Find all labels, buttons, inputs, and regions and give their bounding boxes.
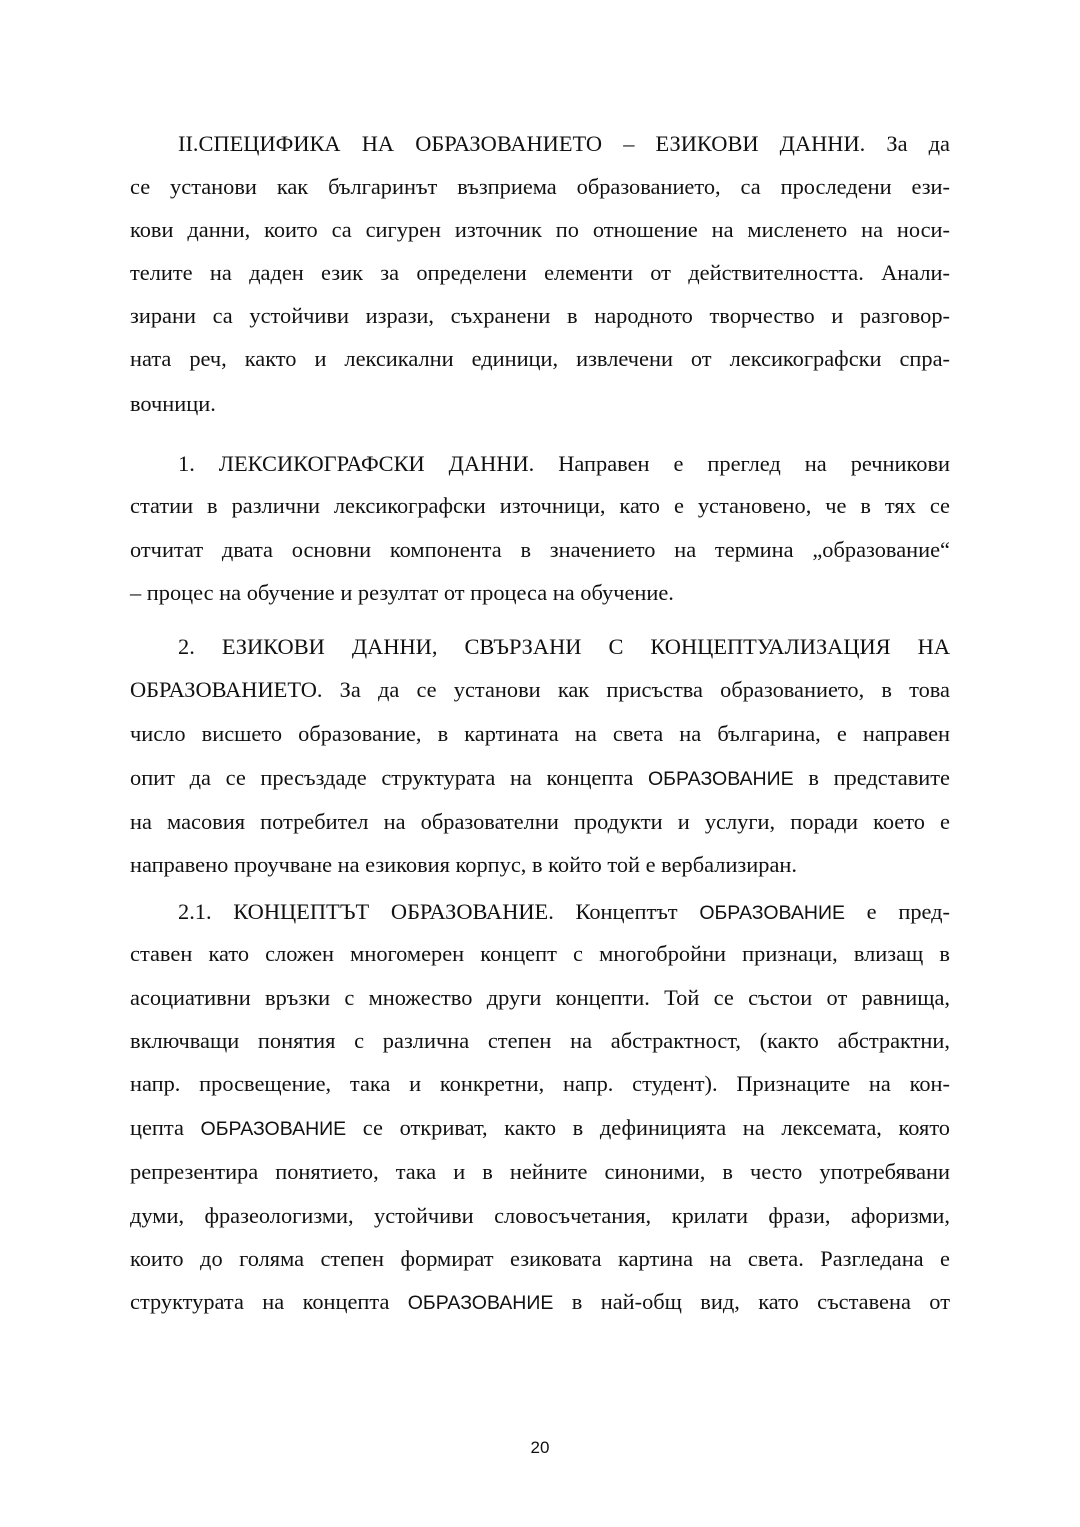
paragraph-4-line-6-after: се откриват, както в дефиницията на лексемата, която	[346, 1115, 951, 1140]
paragraph-1-line-7: вочници.	[130, 391, 216, 416]
paragraph-4-line-10	[130, 1280, 950, 1323]
concept-term: ОБРАЗОВАНИЕ	[648, 768, 794, 790]
paragraph-4-line-9: които до голяма степен формират езиковата картина на света. Разгледана е	[130, 1246, 950, 1271]
paragraph-3-line-4-after: в представите	[793, 765, 950, 790]
paragraph-4-line-8: думи, фразеологизми, устойчиви словосъчетания, крилати фрази, афоризми,	[130, 1203, 950, 1228]
paragraph-1-line-5: зирани са устойчиви изрази, съхранени в народното творчество и разговор-	[130, 303, 950, 328]
paragraph-4-line-1	[178, 890, 950, 933]
paragraph-2-line-4: – процес на обучение и резултат от процеса на обучение.	[130, 580, 674, 605]
paragraph-4-line-1-before: 2.1. КОНЦЕПТЪТ ОБРАЗОВАНИЕ. Концептът	[178, 899, 700, 924]
paragraph-1-line-6: ната реч, както и лексикални единици, извлечени от лексикографски спра-	[130, 346, 950, 371]
paragraph-4-line-10-before: структурата на концепта	[130, 1289, 408, 1314]
paragraph-4-line-10-after: в най-общ вид, като съставена от	[553, 1289, 950, 1314]
paragraph-4-line-6	[130, 1106, 950, 1149]
paragraph-1-line-1: II.СПЕЦИФИКА НА ОБРАЗОВАНИЕТО – ЕЗИКОВИ ДАННИ. За да	[178, 131, 950, 156]
paragraph-1-line-3: кови данни, които са сигурен източник по отношение на мисленето на носи-	[130, 217, 950, 242]
paragraph-4-line-4: включващи понятия с различна степен на абстрактност, (както абстрактни,	[130, 1028, 950, 1053]
paragraph-2-line-2: статии в различни лексикографски източници, като е установено, че в тях се	[130, 493, 950, 518]
paragraph-4-line-6-before: цепта	[130, 1115, 201, 1140]
paragraph-4-line-2: ставен като сложен многомерен концепт с многобройни признаци, влизащ в	[130, 941, 950, 966]
paragraph-4-line-7: репрезентира понятието, така и в нейните синоними, в често употребявани	[130, 1159, 950, 1184]
paragraph-4-line-3: асоциативни връзки с множество други концепти. Той се състои от равнища,	[130, 985, 950, 1010]
paragraph-2-line-1: 1. ЛЕКСИКОГРАФСКИ ДАННИ. Направен е преглед на речникови	[178, 451, 950, 476]
paragraph-3-line-3: число висшето образование, в картината на света на българина, е направен	[130, 721, 950, 746]
paragraph-3-line-4	[130, 756, 950, 799]
concept-term: ОБРАЗОВАНИЕ	[699, 902, 845, 924]
paragraph-1-line-2: се установи как българинът възприема образованието, са проследени ези-	[130, 174, 950, 199]
paragraph-3-line-2: ОБРАЗОВАНИЕТО. За да се установи как присъства образованието, в това	[130, 677, 950, 702]
concept-term: ОБРАЗОВАНИЕ	[200, 1118, 347, 1140]
paragraph-1-line-4: телите на даден език за определени елементи от действителността. Анали-	[130, 260, 950, 285]
paragraph-3-line-1: 2. ЕЗИКОВИ ДАННИ, СВЪРЗАНИ С КОНЦЕПТУАЛИЗАЦИЯ НА	[178, 634, 950, 659]
paragraph-4-line-1-after: е пред-	[844, 899, 951, 924]
paragraph-3-line-5: на масовия потребител на образователни продукти и услуги, поради което е	[130, 809, 950, 834]
concept-term: ОБРАЗОВАНИЕ	[407, 1292, 554, 1314]
paragraph-4-line-5: напр. просвещение, така и конкретни, напр. студент). Признаците на кон-	[130, 1071, 950, 1096]
paragraph-2-line-3: отчитат двата основни компонента в значението на термина „образование“	[130, 537, 950, 562]
paragraph-3-line-4-before: опит да се пресъздаде структурата на концепта	[130, 765, 649, 790]
paragraph-3-line-6: направено проучване на езиковия корпус, в който той е вербализиран.	[130, 852, 797, 877]
page-number: 20	[530, 1438, 550, 1457]
